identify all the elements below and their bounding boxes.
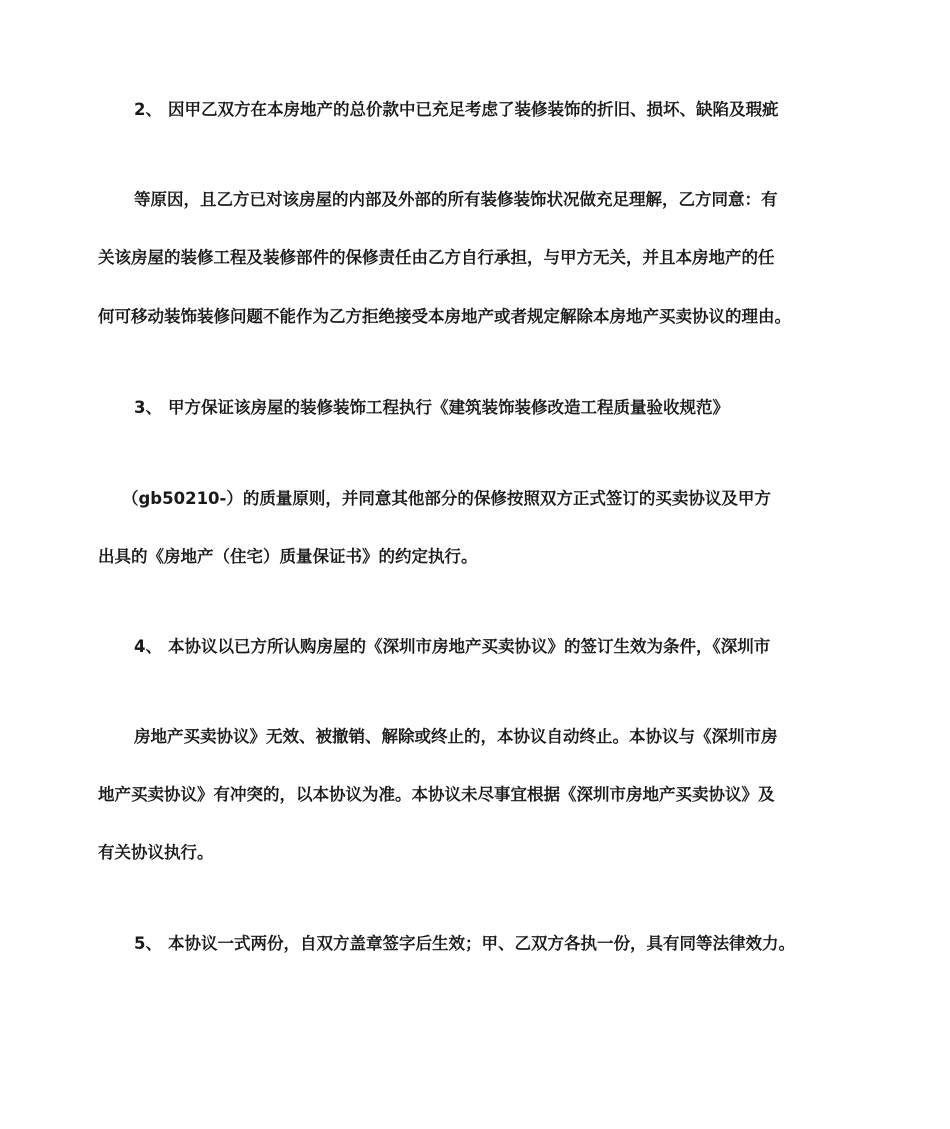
item-2-line-3: 关该房屋的装修工程及装修部件的保修责任由乙方自行承担，与甲方无关，并且本房地产的任 (98, 248, 775, 267)
item-2-line-4: 何可移动装饰装修问题不能作为乙方拒绝接受本房地产或者规定解除本房地产买卖协议的理由。 (98, 307, 791, 326)
item-4-line-3: 地产买卖协议》有冲突的，以本协议为准。本协议未尽事宜根据《深圳市房地产买卖协议》及 (98, 785, 775, 804)
item-text: 本协议一式两份，自双方盖章签字后生效；甲、乙双方各执一份，具有同等法律效力。 (168, 934, 795, 953)
item-4-line-2: 房地产买卖协议》无效、被撤销、解除或终止的，本协议自动终止。本协议与《深圳市房 (134, 727, 778, 746)
item-number: 3、 (134, 398, 162, 417)
item-3-line-2: （gb50210-）的质量原则，并同意其他部分的保修按照双方正式签订的买卖协议及甲方 (122, 489, 771, 508)
item-3-line-1 (134, 396, 729, 420)
item-number: 4、 (134, 637, 162, 656)
item-4-line-1 (134, 635, 770, 659)
item-text: 因甲乙双方在本房地产的总价款中已充足考虑了装修装饰的折旧、损坏、缺陷及瑕疵 (168, 100, 779, 119)
item-2-line-1 (134, 98, 779, 122)
item-3-line-3: 出具的《房地产（住宅）质量保证书》的约定执行。 (98, 547, 478, 566)
item-2-line-2: 等原因，且乙方已对该房屋的内部及外部的所有装修装饰状况做充足理解，乙方同意：有 (134, 190, 778, 209)
item-5-line-1 (134, 932, 795, 956)
item-text: 甲方保证该房屋的装修装饰工程执行《建筑装饰装修改造工程质量验收规范》 (168, 398, 729, 417)
item-4-line-4: 有关协议执行。 (98, 843, 214, 862)
item-number: 2、 (134, 100, 162, 119)
item-text: 本协议以已方所认购房屋的《深圳市房地产买卖协议》的签订生效为条件，《深圳市 (168, 637, 771, 656)
item-number: 5、 (134, 934, 162, 953)
